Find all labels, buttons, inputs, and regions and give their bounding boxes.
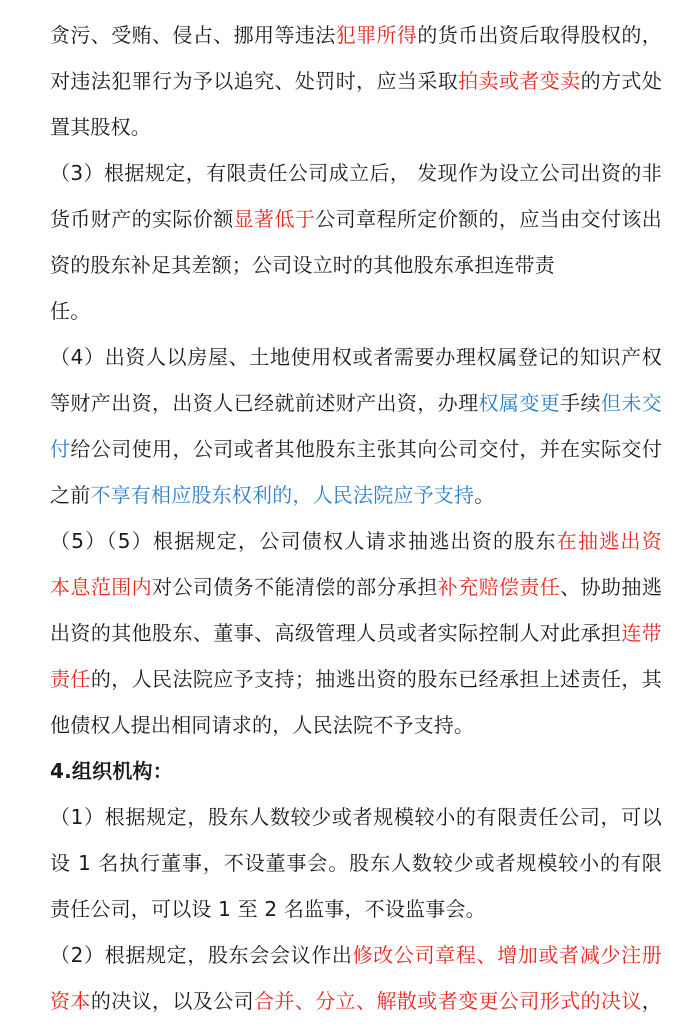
text-line — [50, 150, 662, 196]
highlighted-text-blue: 付 — [50, 437, 71, 461]
text-segment: 手续 — [560, 391, 601, 415]
text-line — [50, 932, 662, 978]
highlighted-text-red: 显著低于 — [233, 207, 316, 231]
text-line — [50, 702, 662, 748]
highlighted-text-red: 合并、分立、解散或者变更公司形式的决议 — [254, 989, 642, 1013]
text-segment: 对公司债务不能清偿的部分承担 — [152, 575, 438, 599]
text-line — [50, 58, 662, 104]
text-segment: ， — [641, 989, 662, 1013]
text-segment: 的决议，以及公司 — [90, 989, 255, 1013]
text-segment: 任。 — [50, 299, 91, 323]
text-line — [50, 380, 662, 426]
text-line — [50, 242, 662, 288]
text-segment: 资的股东补足其差额；公司设立时的其他股东承担连带责 — [50, 253, 555, 277]
text-segment: 置其股权。 — [50, 115, 151, 139]
text-segment: 等财产出资，出资人已经就前述财产出资，办理 — [50, 391, 479, 415]
text-segment: 、协助抽逃 — [560, 575, 663, 599]
text-line — [50, 610, 662, 656]
text-line — [50, 978, 662, 1024]
text-line — [50, 794, 662, 840]
text-line — [50, 564, 662, 610]
text-segment: 对违法犯罪行为予以追究、处罚时，应当采取 — [50, 69, 459, 93]
text-segment: 责任公司，可以设 1 至 2 名监事，不设监事会。 — [50, 897, 486, 921]
text-segment: 4.组织机构： — [50, 759, 173, 783]
text-line — [50, 288, 662, 334]
highlighted-text-red: 犯罪所得 — [335, 23, 418, 47]
highlighted-text-red: 拍卖或者变卖 — [458, 69, 581, 93]
highlighted-text-red: 补充赔偿责任 — [437, 575, 561, 599]
text-segment: 的，人民法院应予支持；抽逃出资的股东已经承担上述责任，其 — [90, 667, 662, 691]
highlighted-text-red: 资本 — [50, 989, 91, 1013]
document-page — [50, 12, 662, 1024]
text-line — [50, 840, 662, 886]
text-line — [50, 748, 662, 794]
text-segment: （5）（5）根据规定，公司债权人请求抽逃出资的股东 — [50, 529, 557, 553]
text-line — [50, 472, 662, 518]
highlighted-text-blue: 权属变更 — [478, 391, 561, 415]
text-segment: 的货币出资后取得股权的， — [417, 23, 662, 47]
highlighted-text-red: 连带 — [621, 621, 662, 645]
text-segment: 之前 — [50, 483, 91, 507]
text-segment: （3）根据规定，有限责任公司成立后， 发现作为设立公司出资的非 — [50, 161, 662, 185]
text-segment: 给公司使用，公司或者其他股东主张其向公司交付，并在实际交付 — [70, 437, 662, 461]
text-segment: 设 1 名执行董事，不设董事会。股东人数较少或者规模较小的有限 — [50, 851, 662, 875]
highlighted-text-red: 修改公司章程、增加或者减少注册 — [352, 943, 662, 967]
text-segment: 出资的其他股东、董事、高级管理人员或者实际控制人对此承担 — [50, 621, 622, 645]
highlighted-text-red: 在抽逃出资 — [556, 529, 663, 553]
text-line — [50, 426, 662, 472]
highlighted-text-red: 责任 — [50, 667, 91, 691]
text-segment: （4）出资人以房屋、土地使用权或者需要办理权属登记的知识产权 — [50, 345, 662, 369]
text-segment: 的方式处 — [580, 69, 663, 93]
text-line — [50, 104, 662, 150]
text-line — [50, 334, 662, 380]
text-segment: （1）根据规定，股东人数较少或者规模较小的有限责任公司，可以 — [50, 805, 662, 829]
text-segment: 贪污、受贿、侵占、挪用等违法 — [50, 23, 336, 47]
text-segment: （2）根据规定，股东会会议作出 — [50, 943, 353, 967]
text-segment: 他债权人提出相同请求的，人民法院不予支持。 — [50, 713, 475, 737]
text-line — [50, 656, 662, 702]
text-line — [50, 196, 662, 242]
text-segment: 公司章程所定价额的，应当由交付该出 — [315, 207, 662, 231]
highlighted-text-red: 本息范围内 — [50, 575, 153, 599]
highlighted-text-blue: 不享有相应股东权利的，人民法院应予支持 — [90, 483, 475, 507]
text-line — [50, 12, 662, 58]
text-segment: 。 — [474, 483, 495, 507]
highlighted-text-blue: 但未交 — [600, 391, 662, 415]
text-line — [50, 886, 662, 932]
text-segment: 货币财产的实际价额 — [50, 207, 234, 231]
text-line — [50, 518, 662, 564]
